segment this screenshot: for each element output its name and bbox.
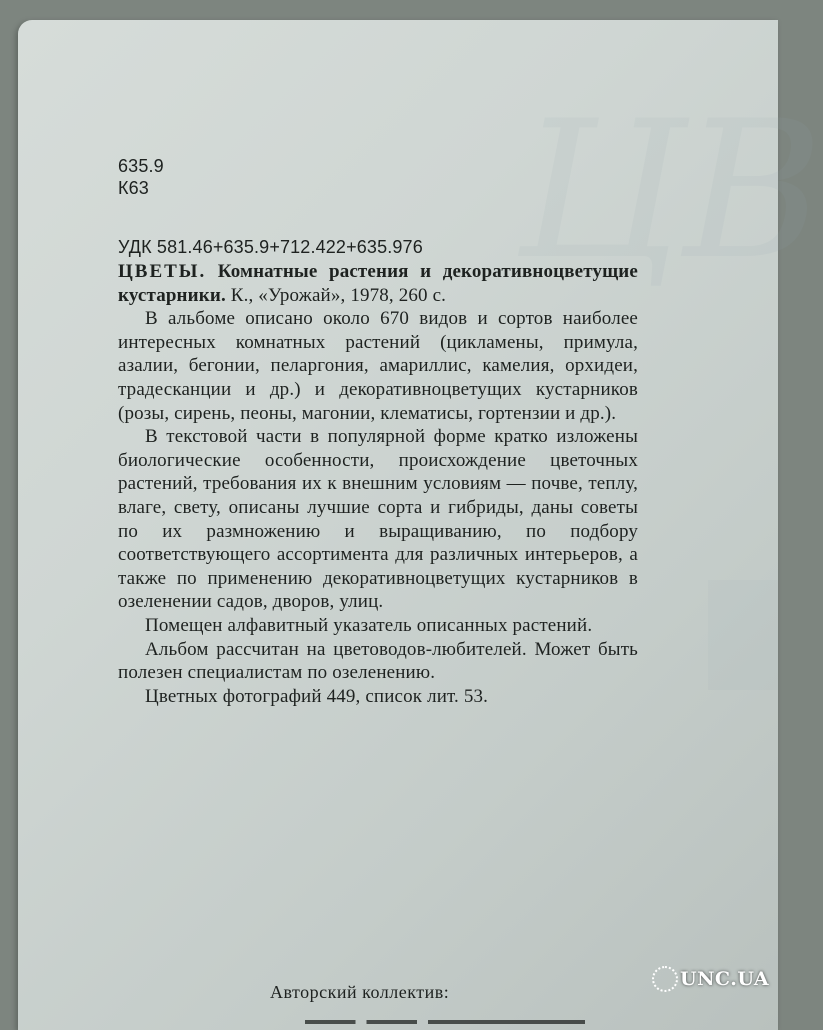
abstract-paragraph: Цветных фотографий 449, список лит. 53. [145,685,489,707]
classification-code: 635.9 [118,156,164,176]
abstract-paragraph: Помещен алфавитный указатель описанных растений. [145,614,593,636]
watermark-text: UNC.UA [680,968,770,990]
abstract-paragraph: В альбоме описано около 670 видов и сортов наиболее интересных комнатных растений (цикламены, примула, азалии, бегонии, пеларгония, амариллис, камелия, орхидеи, традесканции и др.) и декоративноцветущих кустарников (розы, сирень, пеоны, магонии, клематисы, гортензии и др.). [118,308,638,424]
classification-block [118,155,638,199]
abstract-paragraph: Альбом рассчитан на цветоводов-любителей. Может быть полезен специалистам по озеленению. [118,638,638,684]
book-title: ЦВЕТЫ. [118,261,207,282]
watermark [652,966,769,992]
abstract-block [118,260,638,708]
author-mark: К63 [118,178,149,198]
udk-code: УДК 581.46+635.9+712.422+635.976 [118,237,423,257]
abstract-paragraph: В текстовой части в популярной форме кратко изложены биологические особенности, происхождение цветочных растений, требования их к внешним условиям — почве, теплу, влаге, свету, описаны лучшие сорта и гибриды, даны советы по их размножению и выращиванию, по подбору соответствующего ассортимента для различных интерьеров, а также по применению декоративноцветущих кустарников в озеленении садов, дворов, улиц. [118,426,638,613]
bibliographic-entry [118,260,638,307]
book-subtitle: Комнатные растения и декоративноцветущие кустарники. [118,261,638,306]
authors-label: Авторский коллектив: [270,982,450,1002]
book-imprint: К., «Урожай», 1978, 260 с. [230,284,447,306]
clipped-authors-line [305,1012,585,1024]
show-through-shade [708,580,778,690]
show-through-print: ЦВ [518,80,823,301]
sunburst-icon [652,966,678,992]
